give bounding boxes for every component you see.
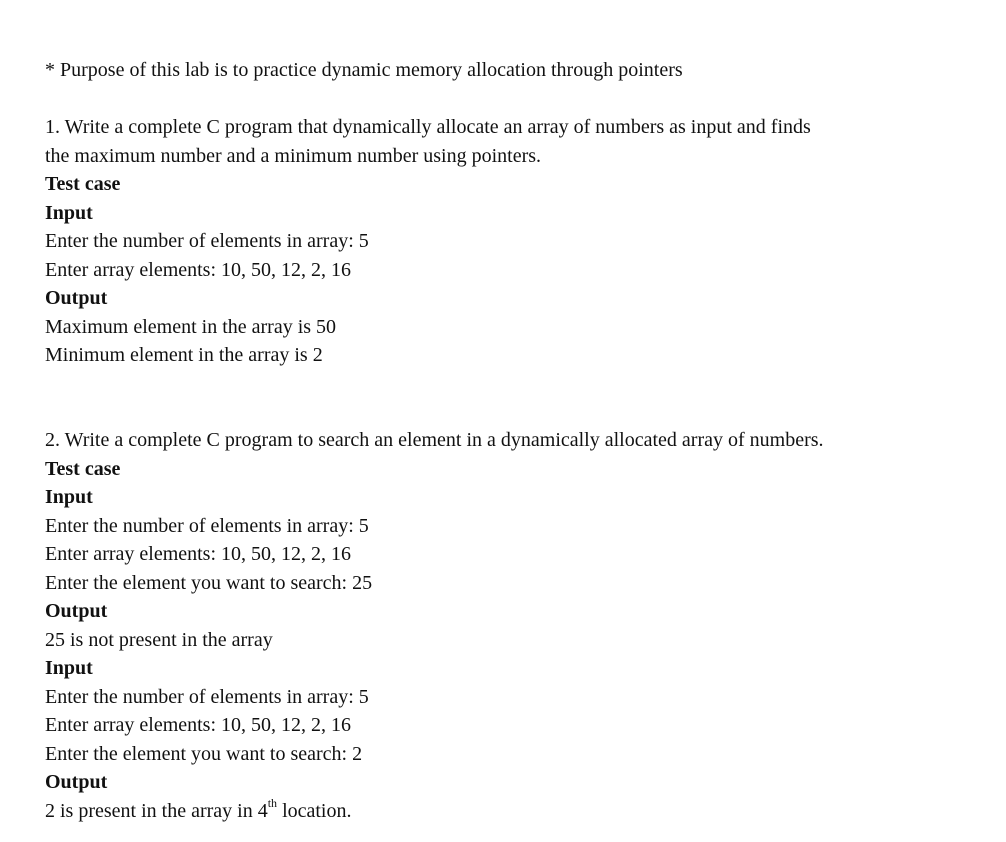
- q1-output-heading: Output: [45, 287, 108, 309]
- q2-case2-output-text: [45, 797, 352, 826]
- q2-case2-output-ordinal-suffix: th: [267, 796, 278, 811]
- q1-test-case-heading: Test case: [45, 173, 121, 195]
- q1-output-line-1: Maximum element in the array is 50: [45, 316, 337, 338]
- q2-case1-input-line-1: Enter the number of elements in array: 5: [45, 515, 369, 537]
- q2-case2-input-heading: Input: [45, 657, 93, 679]
- q2-case2-input-line-3: Enter the element you want to search: 2: [45, 743, 363, 765]
- q2-case1-output-text: 25 is not present in the array: [45, 629, 273, 651]
- question-1-line-2: the maximum number and a minimum number using pointers.: [45, 145, 542, 167]
- q2-case2-output-heading: Output: [45, 771, 108, 793]
- q2-case2-input-line-1: Enter the number of elements in array: 5: [45, 686, 369, 708]
- q2-case2-output-prefix: 2 is present in the array in 4: [45, 800, 268, 822]
- q1-output-line-2: Minimum element in the array is 2: [45, 344, 323, 366]
- q1-input-line-1: Enter the number of elements in array: 5: [45, 230, 369, 252]
- q1-input-line-2: Enter array elements: 10, 50, 12, 2, 16: [45, 259, 352, 281]
- question-1-line-1: 1. Write a complete C program that dynamically allocate an array of numbers as input and finds: [45, 116, 811, 138]
- purpose-statement: * Purpose of this lab is to practice dynamic memory allocation through pointers: [45, 59, 683, 81]
- q2-test-case-heading: Test case: [45, 458, 121, 480]
- q2-case1-input-heading: Input: [45, 486, 93, 508]
- q1-input-heading: Input: [45, 202, 93, 224]
- question-2-line-1: 2. Write a complete C program to search an element in a dynamically allocated array of numbers.: [45, 429, 824, 451]
- q2-case2-input-line-2: Enter array elements: 10, 50, 12, 2, 16: [45, 714, 352, 736]
- q2-case2-output-suffix: location.: [277, 800, 352, 822]
- q2-case1-output-heading: Output: [45, 600, 108, 622]
- q2-case1-input-line-2: Enter array elements: 10, 50, 12, 2, 16: [45, 543, 352, 565]
- q2-case1-input-line-3: Enter the element you want to search: 25: [45, 572, 373, 594]
